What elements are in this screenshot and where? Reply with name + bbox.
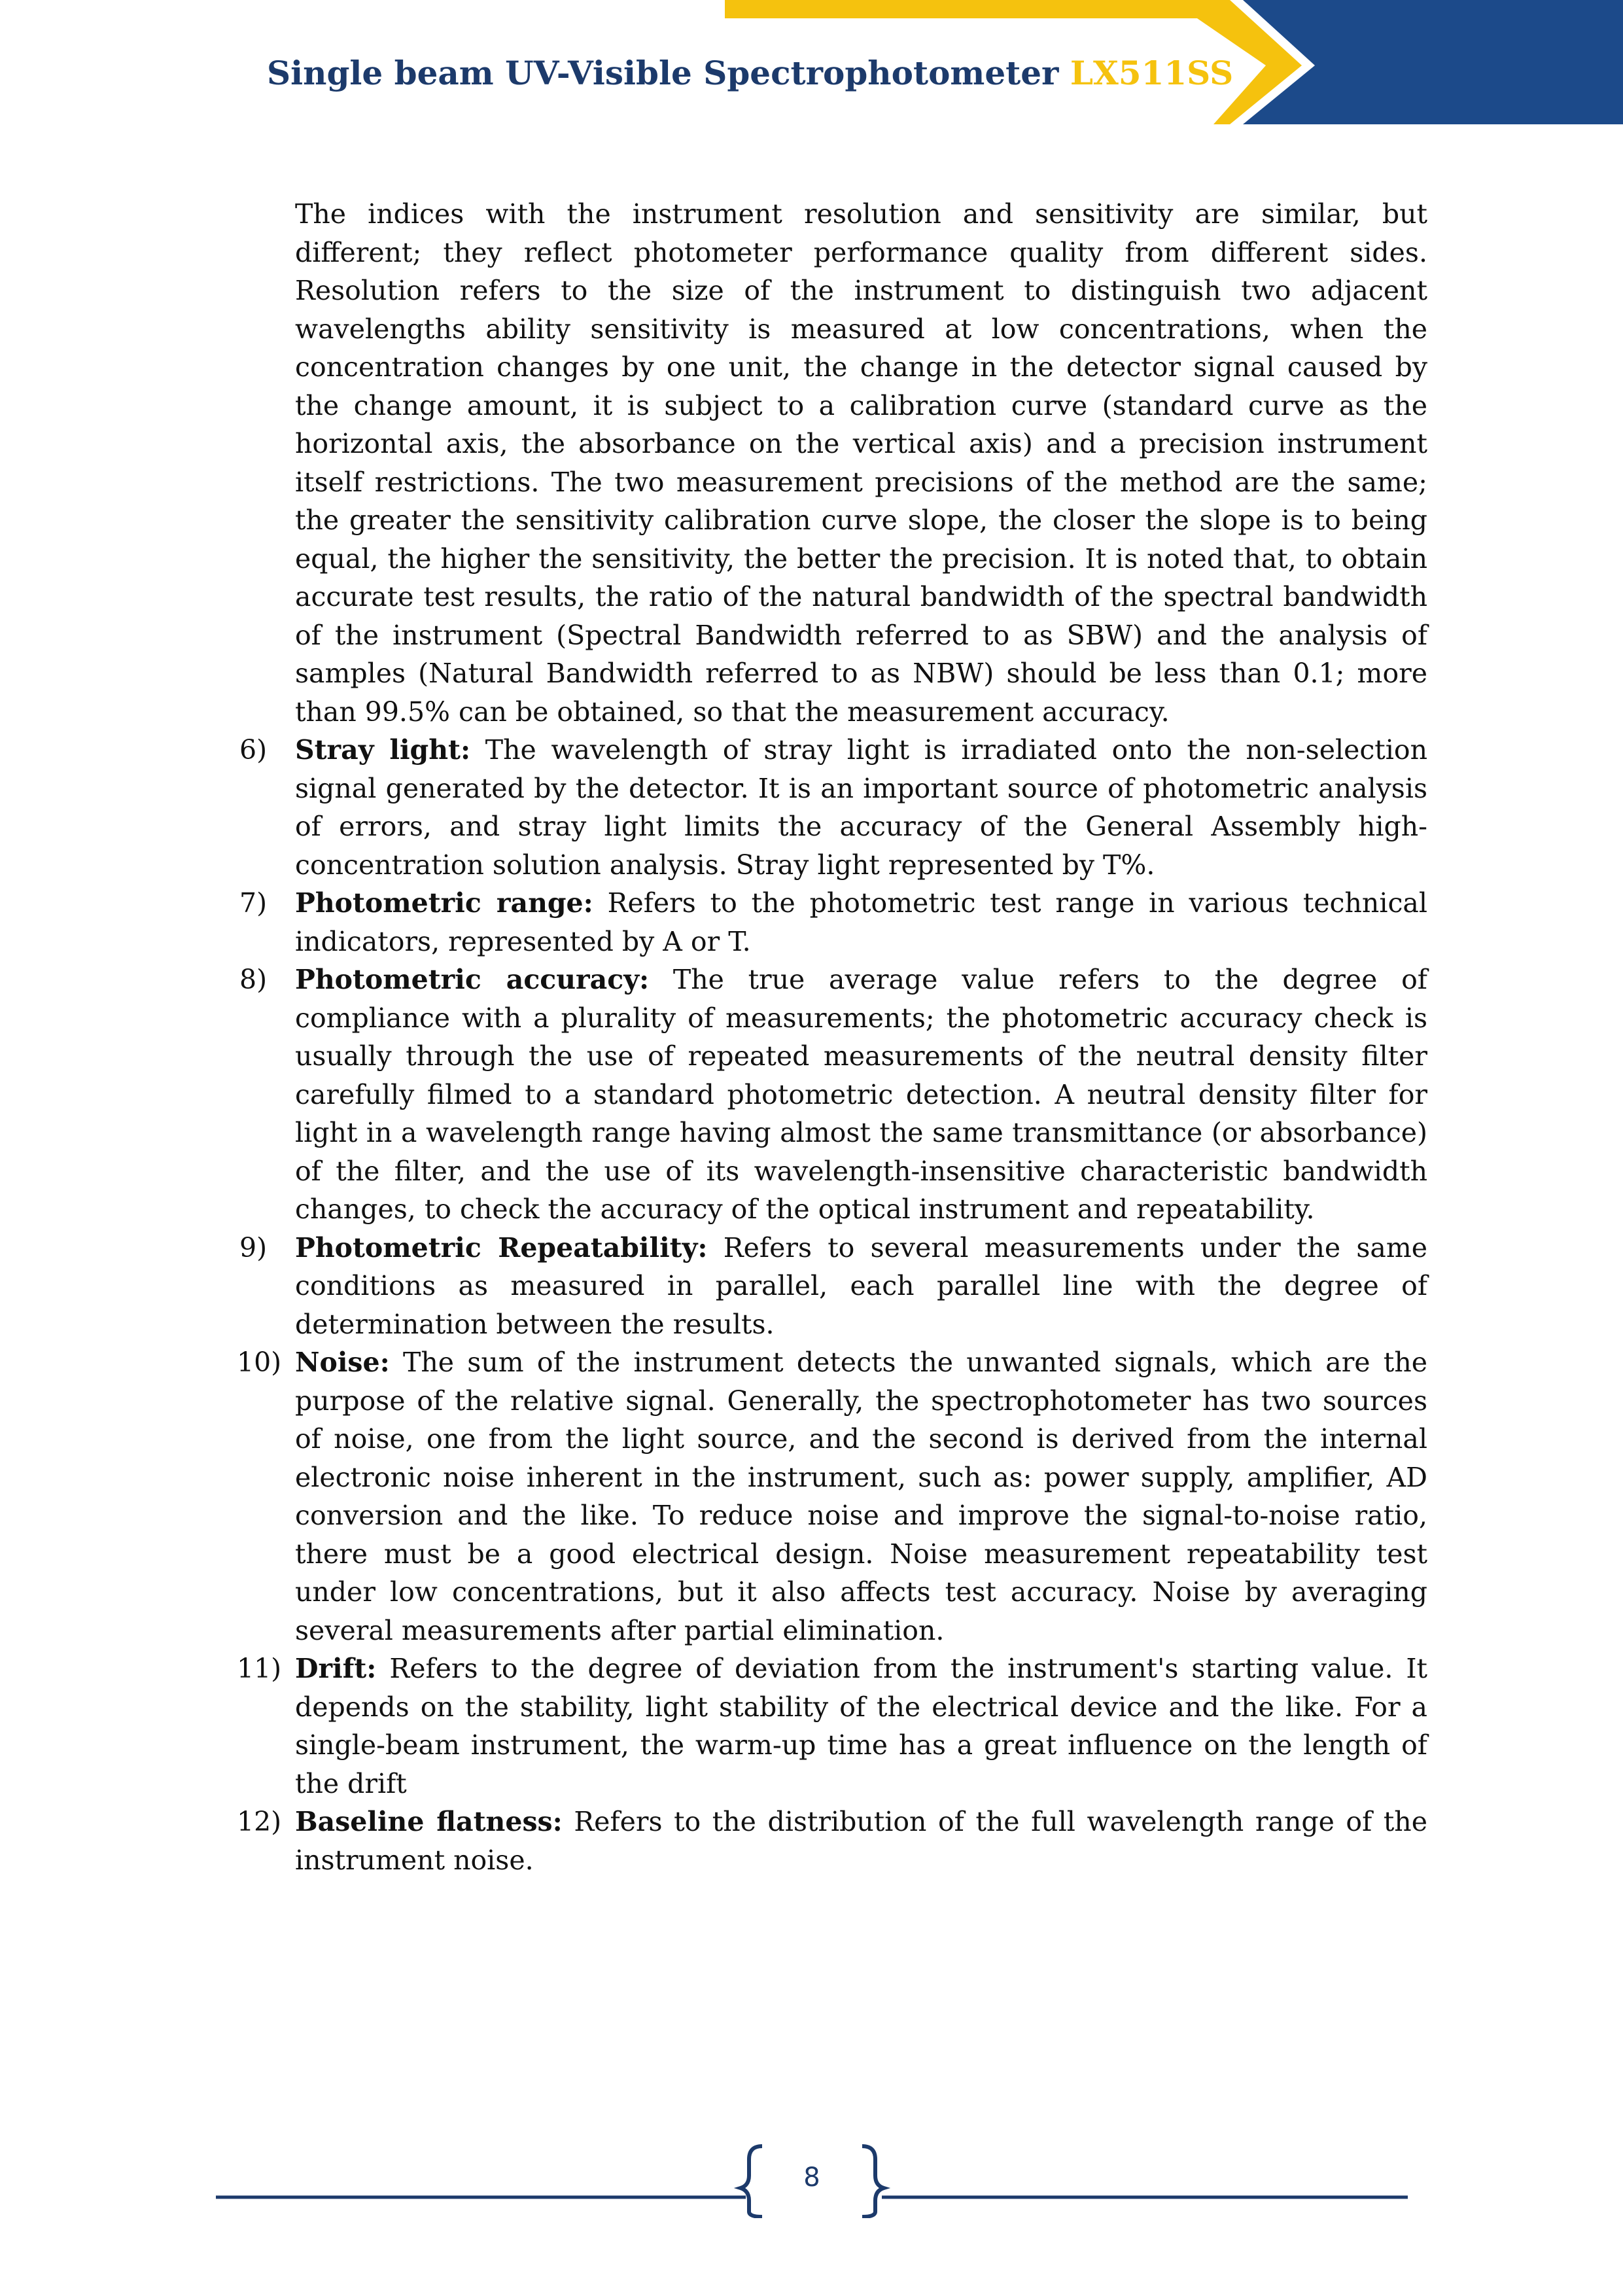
intro-paragraph: The indices with the instrument resolution and sensitivity are similar, but different; they reflect photometer performance quality from different sides. Resolution refers to the size of the instrument to distinguish two adjacent wavelengths ability sensitivity is measured at low concentrations, when the concentration changes by one unit, the change in the detector signal caused by the change amount, it is subject to a calibration curve (standard curve as the horizontal axis, the absorbance on the vertical axis) and a precision instrument itself restrictions. The two measurement precisions of the method are the same; the greater the sensitivity calibration curve slope, the closer the slope is to being equal, the higher the sensitivity, the better the precision. It is noted that, to obtain accurate test results, the ratio of the natural bandwidth of the spectral bandwidth of the instrument (Spectral Bandwidth referred to as SBW) and the analysis of samples (Natural Bandwidth referred to as NBW) should be less than 0.1; more than 99.5% can be obtained, so that the measurement accuracy. xyxy=(295,198,1427,728)
model-number: LX511SS xyxy=(1070,54,1234,92)
specification-list xyxy=(239,731,1427,1879)
item-text: Refers to the degree of deviation from the instrument's starting value. It depends on the stability, light stability of the electrical device and the like. For a single-beam instrument, the warm-up time has a great influence on the length of the drift xyxy=(295,1653,1427,1799)
item-text: Refers to the photometric test range in various technical indicators, represented by A or T. xyxy=(295,887,1427,957)
item-text: The true average value refers to the degree of compliance with a plurality of measurements; the photometric accuracy check is usually through the use of repeated measurements of the neutral density filter carefully filmed to a standard photometric detection. A neutral density filter for light in a wavelength range having almost the same transmittance (or absorbance) of the filter, and the use of its wavelength-insensitive characteristic bandwidth changes, to check the accuracy of the optical instrument and repeatability. xyxy=(295,964,1427,1225)
list-item xyxy=(239,961,1427,1229)
list-item xyxy=(239,731,1427,884)
document-title xyxy=(267,54,1233,92)
item-term: Stray light: xyxy=(295,734,471,766)
item-term: Noise: xyxy=(295,1347,390,1378)
item-number: 7) xyxy=(239,887,268,919)
item-number: 10) xyxy=(237,1347,282,1378)
footer-brace-right xyxy=(862,2146,884,2217)
item-text: Refers to the distribution of the full wavelength range of the instrument noise. xyxy=(295,1806,1427,1876)
list-item xyxy=(239,1229,1427,1344)
item-text: The wavelength of stray light is irradiated onto the non-selection signal generated by the detector. It is an important source of photometric analysis of errors, and stray light limits the accuracy of the General Assembly high-concentration solution analysis. Stray light represented by T%. xyxy=(295,734,1427,881)
footer-brace-left xyxy=(741,2146,762,2217)
item-term: Photometric accuracy: xyxy=(295,964,650,995)
item-number: 6) xyxy=(239,734,268,766)
item-term: Baseline flatness: xyxy=(295,1806,563,1837)
item-text: The sum of the instrument detects the unwanted signals, which are the purpose of the relative signal. Generally, the spectrophotometer has two sources of noise, one from the light source, and the second is derived from the internal electronic noise inherent in the instrument, such as: power supply, amplifier, AD conversion and the like. To reduce noise and improve the signal-to-noise ratio, there must be a good electrical design. Noise measurement repeatability test under low concentrations, but it also affects test accuracy. Noise by averaging several measurements after partial elimination. xyxy=(295,1347,1427,1646)
list-item xyxy=(239,1803,1427,1879)
item-term: Photometric range: xyxy=(295,887,593,919)
list-item xyxy=(239,1650,1427,1803)
item-text: Refers to several measurements under the same conditions as measured in parallel, each parallel line with the degree of determination between the results. xyxy=(295,1231,1427,1340)
item-number: 8) xyxy=(239,964,268,995)
item-number: 9) xyxy=(239,1231,268,1263)
item-number: 11) xyxy=(237,1653,282,1684)
item-term: Drift: xyxy=(295,1653,377,1684)
item-term: Photometric Repeatability: xyxy=(295,1231,708,1263)
page-number: 8 xyxy=(803,2163,820,2193)
item-number: 12) xyxy=(237,1806,282,1837)
list-item xyxy=(239,884,1427,961)
main-content xyxy=(239,195,1427,1879)
list-item xyxy=(239,1343,1427,1650)
document-title-text: Single beam UV-Visible Spectrophotometer xyxy=(267,54,1059,92)
